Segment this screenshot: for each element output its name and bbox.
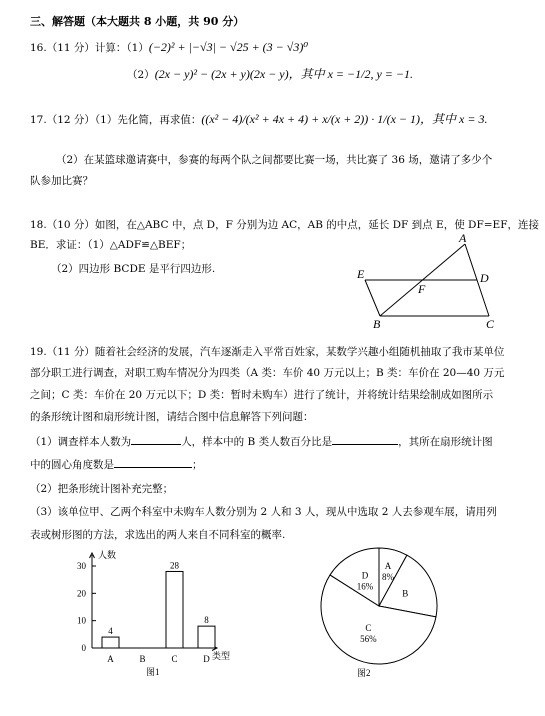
q19-line5c: ，其所在扇形统计图 [398,436,493,448]
q19-line6b: ； [192,459,203,471]
segment-EB [365,280,380,316]
blank-central-angle [114,457,192,468]
pie-slice-percent: 16% [356,581,374,592]
q18-line1: 18.（10 分）如图，在△ABC 中，点 D，F 分别为边 AC，AB 的中点，延长 DF 到点 E，使 DF=EF，连接 [30,219,539,231]
bar [102,637,119,648]
pie-slice-percent: 8% [381,572,394,583]
q19-line2: 部分职工进行调查，对职工购车情况分为四类（A 类：车价 40 万元以上；B 类：车价在 20—40 万元 [30,367,505,379]
q19-line1: 19.（11 分）随着社会经济的发展，汽车逐渐走入平常百姓家，某数学兴趣小组随机抽取了我市某单位 [30,346,505,358]
q19-line9: 表或树形图的方法，求选出的两人来自不同科室的概率. [30,529,286,541]
q16-line2-prefix: （2） [127,69,155,81]
label-C: C [486,317,495,331]
q17-line2: （2）在某篮球邀请赛中，参赛的每两个队之间都要比赛一场，共比赛了 36 场，邀请了多少个 [56,154,493,166]
q16-line2 [127,67,413,82]
section-title: 三、解答题（本大题共 8 小题，共 90 分） [30,15,245,28]
q19-line7: （2）把条形统计图补充完整； [30,483,174,495]
blank-sample-size [131,434,181,445]
label-A: A [459,232,467,245]
triangle-figure [355,232,505,332]
q17-line1-prefix: 17.（12 分）（1）先化简，再求值： [30,114,202,126]
bar-data-label: 8 [204,615,209,626]
pie-slice-label: D [361,570,369,581]
bar-category-label: D [203,654,210,664]
blank-b-percent [332,434,398,445]
pie-slice-label: C [365,622,372,633]
pie-slice-label: B [402,588,409,599]
bar-chart [64,545,254,680]
pie-chart [305,547,455,680]
q16-line1-prefix: 16.（11 分）计算：（1） [30,42,149,54]
label-B: B [373,317,381,331]
pie-slice-percent: 56% [360,633,377,644]
bar-category-label: A [107,654,114,664]
bar-category-label: C [171,654,178,664]
bar-y-tick-label: 30 [77,561,86,571]
bar-data-label: 28 [170,560,179,571]
bar [198,626,215,648]
pie-slice-label: A [384,561,392,572]
bar-x-axis-label: 类型 [212,651,231,661]
q16-expr1: (−2)² + |−√3| − √25 + (3 − √3)⁰ [148,40,309,54]
q19-line3: 之间；C 类：车价在 20 万元以下；D 类：暂时未购车）进行了统计，并将统计结果绘制成如图所示 [30,389,494,401]
bar-y-tick-label: 10 [77,615,86,626]
q19-line8: （3）该单位甲、乙两个科室中未购车人数分别为 2 人和 3 人，现从中选取 2 人去参观车展，请用列 [30,506,497,518]
q17-line1 [30,112,487,127]
q19-line5 [30,434,493,449]
bar-chart-caption: 图1 [146,667,160,677]
bar [166,571,183,648]
q18-line2: BE．求证：（1）△ADF≌△BEF； [30,239,192,251]
q19-line6a: 中的圆心角度数是 [30,459,114,471]
bar-y-tick-label: 0 [81,643,86,653]
pie-chart-caption: 图2 [357,668,371,678]
bar-y-tick-label: 20 [77,588,86,599]
label-F: F [418,282,426,296]
bar-y-axis-label: 人数 [98,550,117,560]
q19-line5b: 人，样本中的 B 类人数百分比是 [181,436,333,448]
q16-line1 [30,40,308,55]
label-D: D [480,271,489,285]
q19-line5a: （1）调查样本人数为 [30,436,132,448]
bar-data-label: 4 [108,626,113,637]
q19-line4: 的条形统计图和扇形统计图，请结合图中信息解答下列问题： [30,411,314,423]
q16-expr2: (2x − y)² − (2x + y)(2x − y)，其中 x = −1/2, y = −1. [154,67,413,81]
label-E: E [357,267,365,281]
q18-line3: （2）四边形 BCDE 是平行四边形. [51,263,216,275]
q17-line3: 队参加比赛？ [30,175,93,187]
q19-line6 [30,457,203,472]
bar-category-label: B [139,654,146,664]
q17-expr: ((x² − 4)/(x² + 4x + 4) + x/(x + 2)) · 1/(x − 1)，其中 x = 3. [201,112,488,126]
